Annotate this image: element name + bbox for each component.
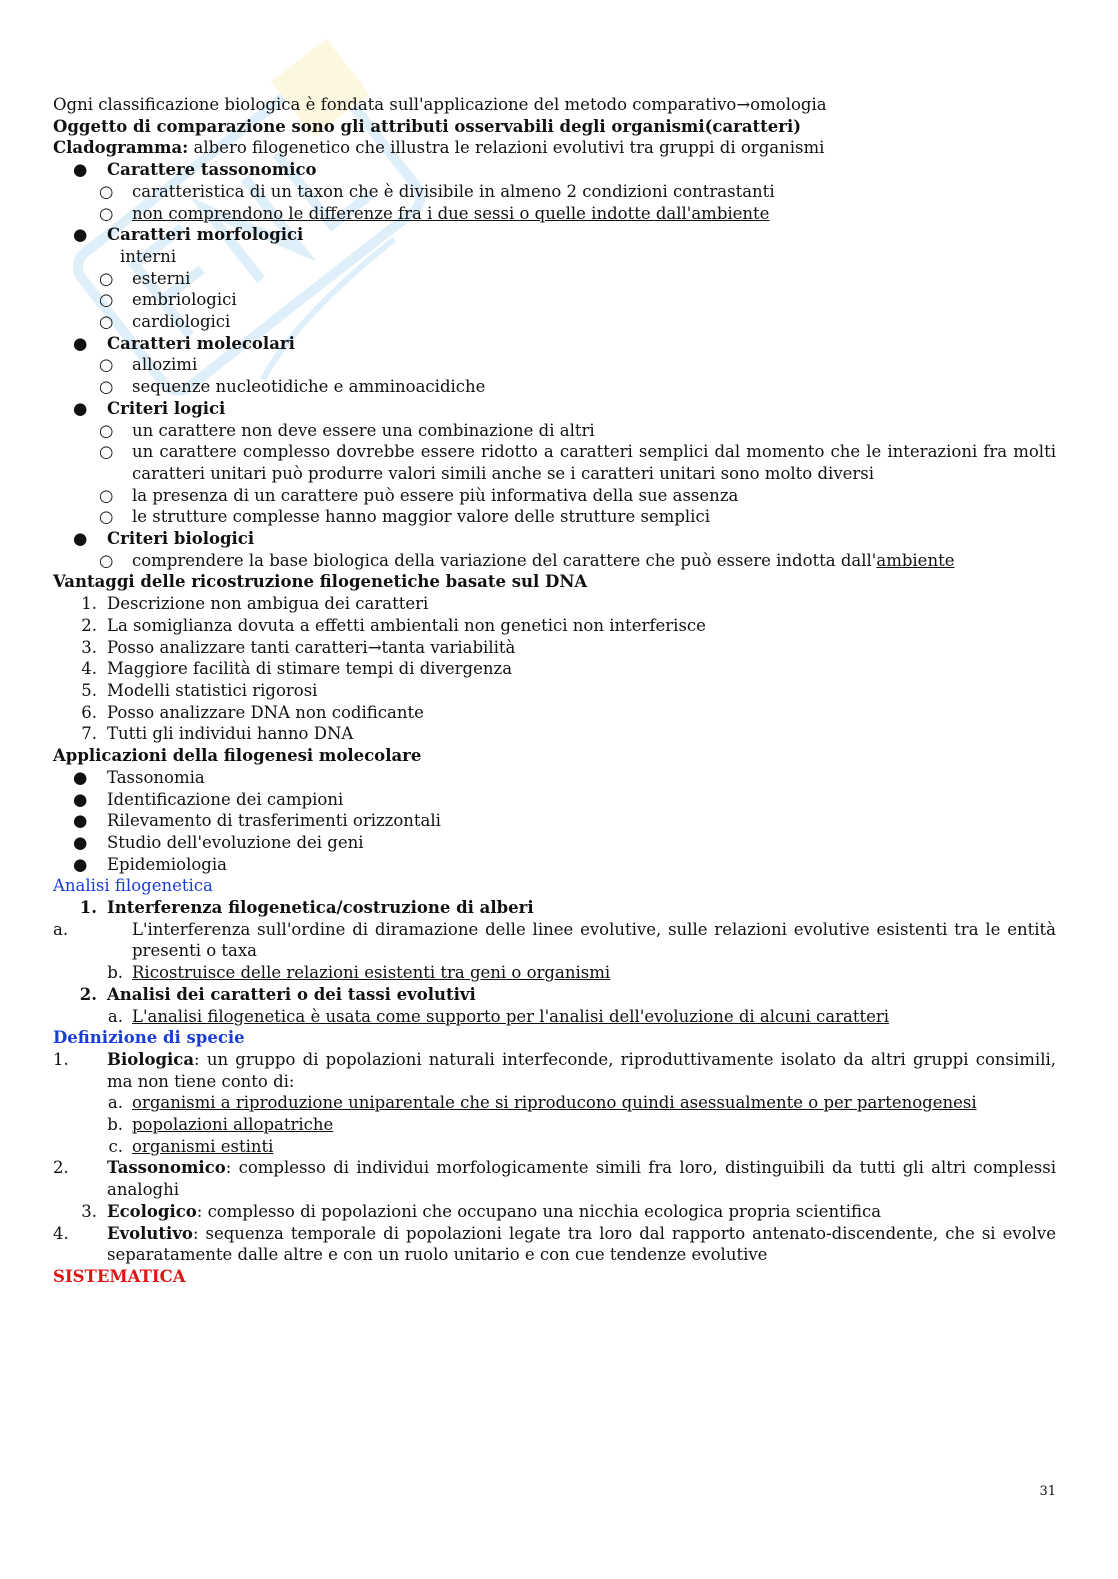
sub-item: b. popolazioni allopatriche	[107, 1115, 334, 1135]
cladogramma-label: Cladogramma:	[53, 138, 189, 158]
section-heading: ● Caratteri molecolari	[73, 333, 295, 353]
list-item: ○ un carattere non deve essere una combinazione di altri	[99, 420, 595, 440]
cladogramma-text: albero filogenetico che illustra le relazioni evolutivi tra gruppi di organismi	[188, 138, 825, 158]
section-heading: ● Carattere tassonomico	[73, 160, 317, 180]
intro-line: Ogni classificazione biologica è fondata sull'applicazione del metodo comparativo→omologia	[53, 95, 827, 114]
section-heading: ● Caratteri morfologici	[73, 225, 304, 245]
list-item: ● Epidemiologia	[73, 854, 227, 874]
numbered-item: 1. Interferenza filogenetica/costruzione di alberi	[79, 898, 534, 918]
list-item: ○ esterni	[99, 268, 191, 288]
list-item: interni	[120, 246, 177, 266]
section-heading: ● Criteri biologici	[73, 529, 255, 549]
vantaggi-heading: Vantaggi delle ricostruzione filogenetiche basate sul DNA	[53, 572, 588, 592]
sub-item: b. Ricostruisce delle relazioni esistenti tra geni o organismi	[107, 963, 611, 983]
bullet-icon: ●	[73, 333, 88, 353]
applicazioni-heading: Applicazioni della filogenesi molecolare	[53, 746, 422, 766]
numbered-item: 1. Descrizione non ambigua dei caratteri	[81, 594, 429, 614]
list-item: ○ la presenza di un carattere può essere più informativa della sue assenza	[99, 485, 739, 505]
list-item: ○ sequenze nucleotidiche e amminoacidiche	[99, 377, 486, 397]
numbered-item: 3. Posso analizzare tanti caratteri→tanta variabilità	[81, 637, 516, 657]
numbered-item: 7. Tutti gli individui hanno DNA	[81, 724, 354, 744]
list-item: ○ embriologici	[99, 290, 237, 310]
sistematica-heading: SISTEMATICA	[53, 1266, 186, 1286]
circle-bullet-icon: ○	[99, 355, 114, 375]
sub-item: c. organismi estinti	[108, 1136, 274, 1156]
circle-bullet-icon: ○	[99, 312, 114, 332]
numbered-item: 2. Analisi dei caratteri o dei tassi evolutivi	[79, 984, 476, 1004]
bullet-icon: ●	[73, 225, 88, 245]
numbered-item: 2. La somiglianza dovuta a effetti ambientali non genetici non interferisce	[81, 615, 706, 635]
sub-item-continuation: presenti o taxa	[132, 941, 258, 961]
numbered-item: 3. Ecologico: complesso di popolazioni che occupano una nicchia ecologica propria scientifica	[81, 1201, 882, 1221]
bullet-icon: ●	[73, 832, 88, 852]
list-item: ● Identificazione dei campioni	[73, 789, 344, 809]
list-item: ● Tassonomia	[73, 767, 205, 787]
list-item: ○ caratteristica di un taxon che è divisibile in almeno 2 condizioni contrastanti	[99, 181, 775, 201]
list-item: ○ non comprendono le differenze fra i due sessi o quelle indotte dall'ambiente	[99, 203, 770, 223]
bullet-icon: ●	[73, 811, 88, 831]
circle-bullet-icon: ○	[99, 181, 114, 201]
circle-bullet-icon: ○	[99, 442, 114, 462]
circle-bullet-icon: ○	[99, 203, 114, 223]
circle-bullet-icon: ○	[99, 377, 114, 397]
circle-bullet-icon: ○	[99, 290, 114, 310]
bullet-icon: ●	[73, 160, 88, 180]
list-item: ○ cardiologici	[99, 312, 231, 332]
numbered-item: 5. Modelli statistici rigorosi	[81, 680, 318, 700]
circle-bullet-icon: ○	[99, 268, 114, 288]
cladogramma-line	[53, 137, 1056, 159]
list-item: ○ allozimi	[99, 355, 198, 375]
bullet-icon: ●	[73, 854, 88, 874]
sub-item: a. organismi a riproduzione uniparentale che si riproducono quindi asessualmente o per partenogenesi	[107, 1093, 977, 1113]
analisi-heading: Analisi filogenetica	[53, 876, 213, 896]
sub-item: a. L'interferenza sull'ordine di diramazione delle linee evolutive, sulle relazioni evolutive esistenti tra le entità	[53, 919, 1056, 939]
numbered-item: 6. Posso analizzare DNA non codificante	[81, 702, 424, 722]
numbered-item: 2. Tassonomico: complesso di individui morfologicamente simili fra loro, distinguibili da tutti gli altri complessi analoghi	[53, 1158, 1056, 1200]
circle-bullet-icon: ○	[99, 507, 114, 527]
list-item: ○ le strutture complesse hanno maggior valore delle strutture semplici	[99, 507, 710, 527]
circle-bullet-icon: ○	[99, 485, 114, 505]
list-item: ● Studio dell'evoluzione dei geni	[73, 832, 364, 852]
numbered-item: 1. Biologica: un gruppo di popolazioni naturali interfeconde, riproduttivamente isolato da altri gruppi consimili, ma non tiene conto di:	[53, 1049, 1056, 1091]
list-item: ● Rilevamento di trasferimenti orizzontali	[73, 811, 441, 831]
specie-heading: Definizione di specie	[53, 1028, 245, 1048]
list-item: ○ comprendere la base biologica della variazione del carattere che può essere indotta dall'ambiente	[99, 550, 955, 570]
bullet-icon: ●	[73, 789, 88, 809]
document-page	[53, 94, 1056, 1288]
page-number: 31	[1039, 1484, 1056, 1499]
circle-bullet-icon: ○	[99, 420, 114, 440]
sub-item: a. L'analisi filogenetica è usata come supporto per l'analisi dell'evoluzione di alcuni caratteri	[107, 1006, 890, 1026]
numbered-item: 4. Evolutivo: sequenza temporale di popolazioni legate tra loro dal rapporto antenato-discendente, che si evolve separatamente dalle altre e con un ruolo unitario e con cue tendenze evolutive	[53, 1223, 1056, 1265]
intro-heading: Oggetto di comparazione sono gli attributi osservabili degli organismi(caratteri)	[53, 116, 802, 136]
bullet-icon: ●	[73, 767, 88, 787]
numbered-item: 4. Maggiore facilità di stimare tempi di divergenza	[81, 659, 513, 679]
bullet-icon: ●	[73, 529, 88, 549]
circle-bullet-icon: ○	[99, 550, 114, 570]
bullet-icon: ●	[73, 398, 88, 418]
list-item: ○ un carattere complesso dovrebbe essere ridotto a caratteri semplici dal momento che le interazioni fra molti caratteri unitari può produrre valori simili anche se i caratteri unitari sono molto diversi	[99, 442, 1056, 483]
section-heading: ● Criteri logici	[73, 398, 226, 418]
